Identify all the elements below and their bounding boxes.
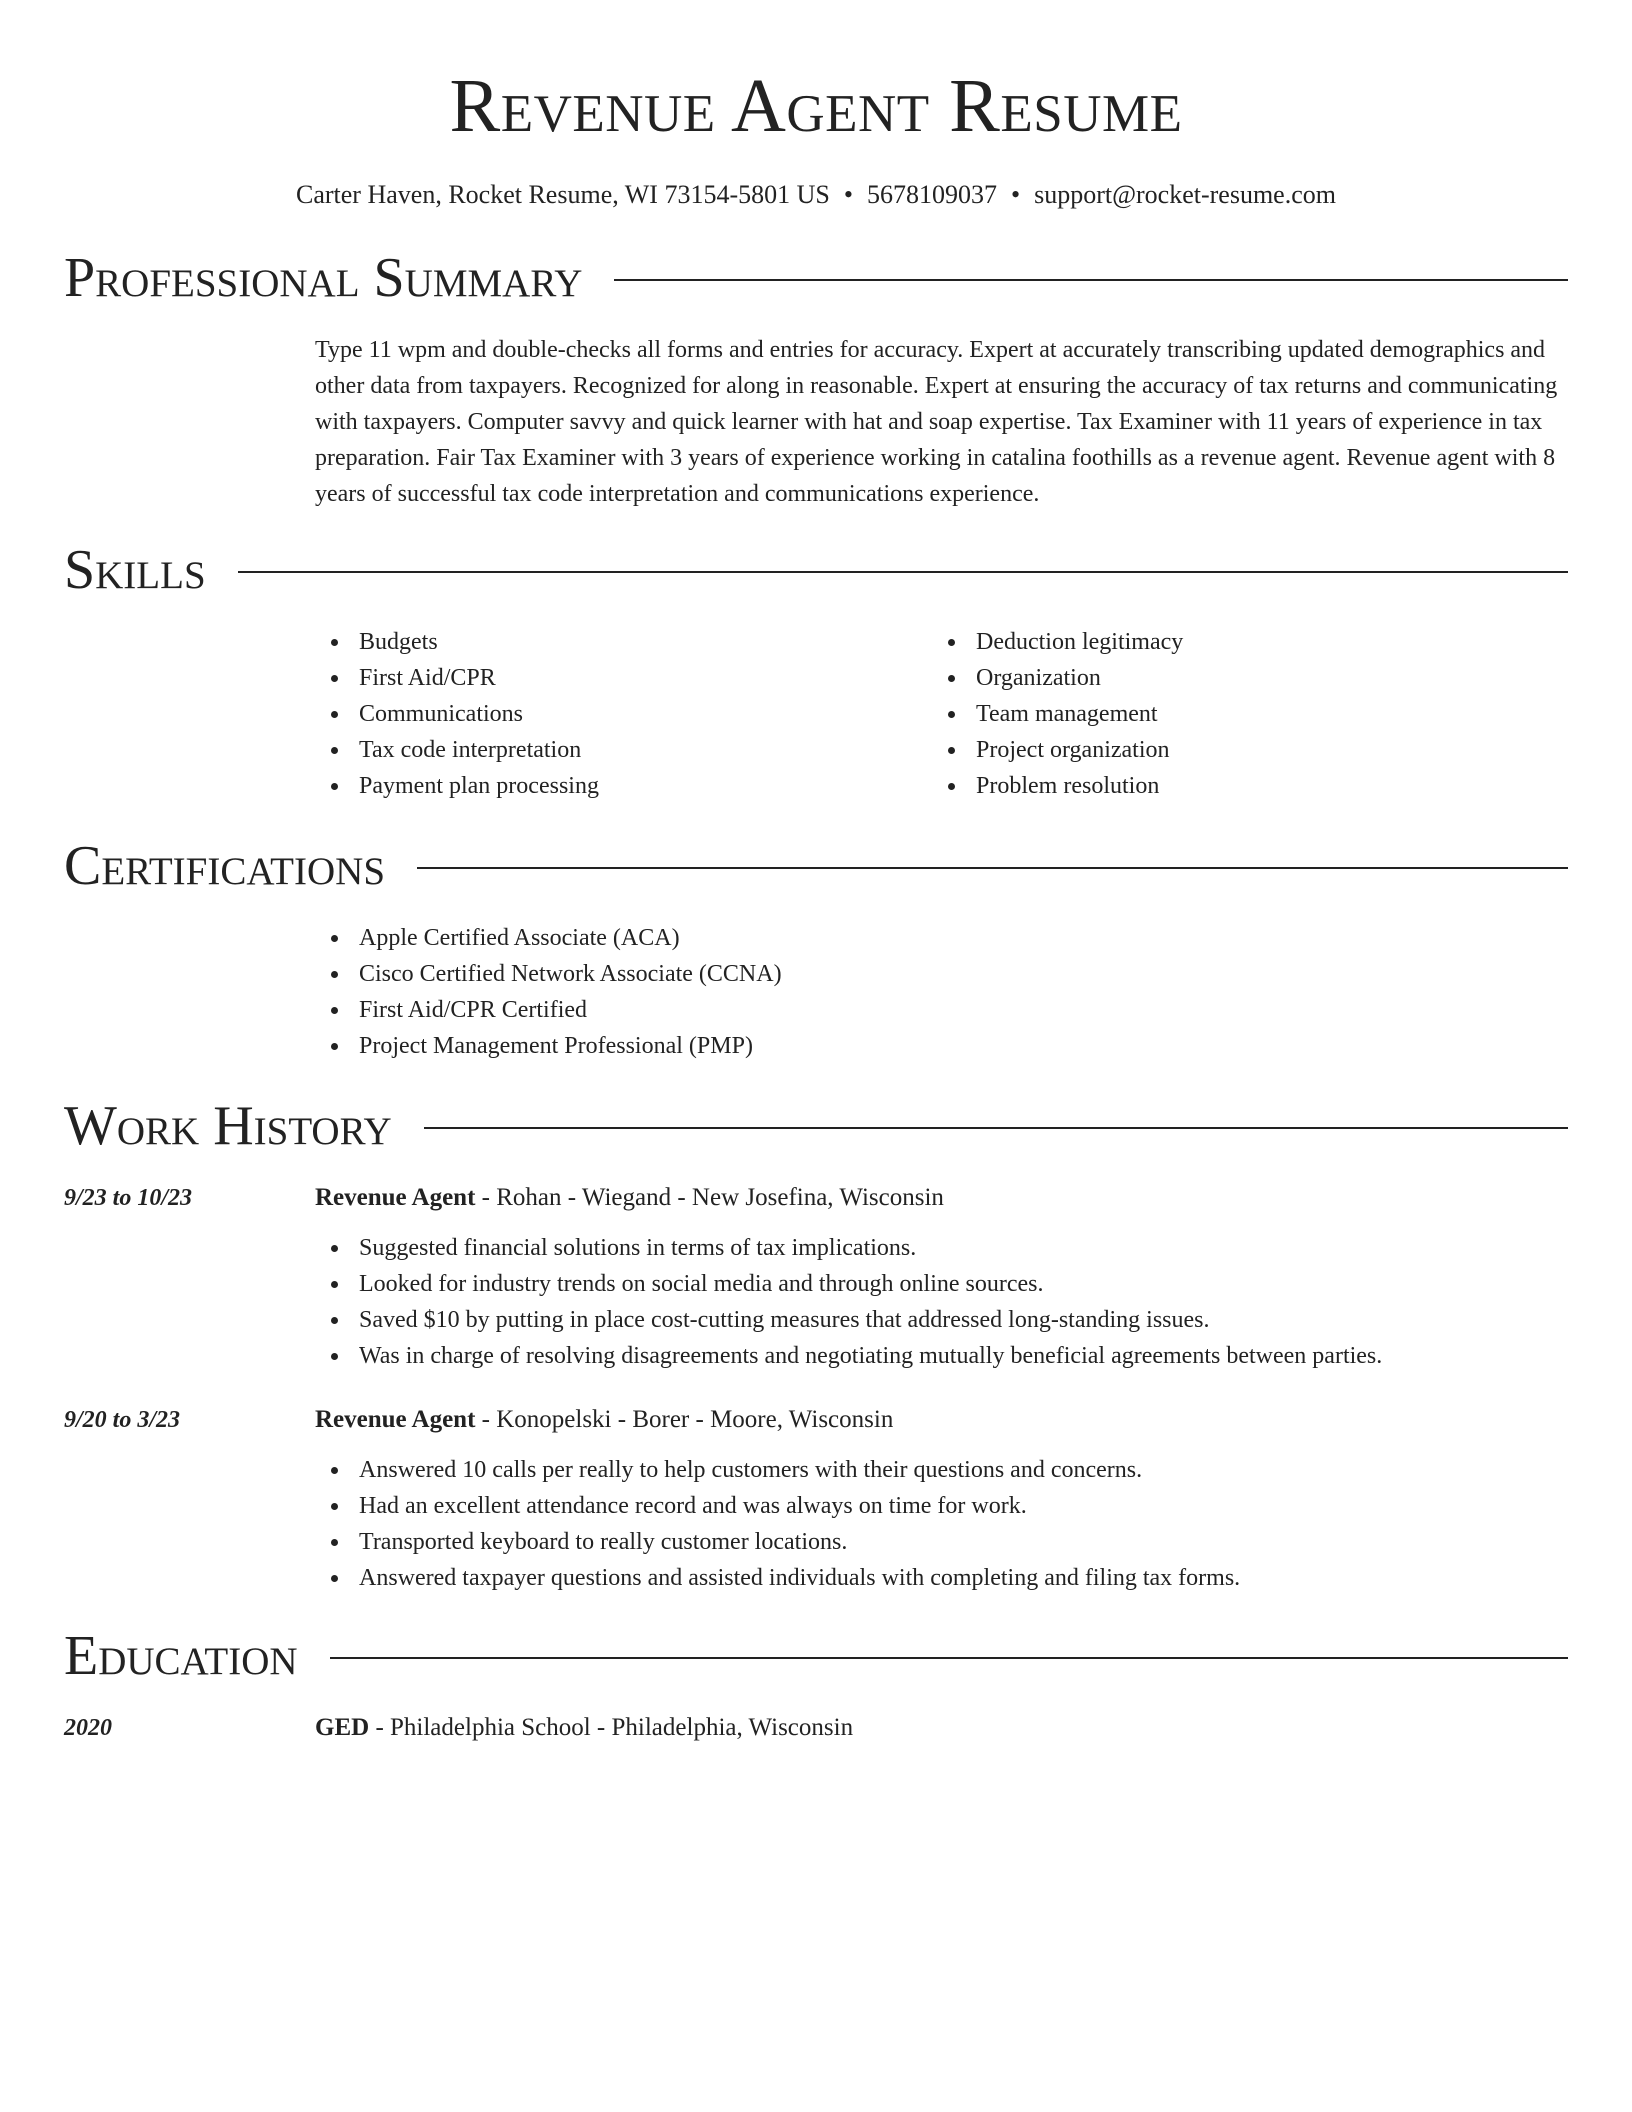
summary-text: Type 11 wpm and double-checks all forms and entries for accuracy. Expert at accurately transcribing updated demographics and other data from taxpayers. Recognized for along in reasonable. Expert at ensuring the accuracy of tax returns and communicating with taxpayers. Computer savvy and quick learner with hat and soap expertise. Tax Examiner with 11 years of experience in tax preparation. Fair Tax Examiner with 3 years of experience working in catalina foothills as a revenue agent. Revenue agent with 8 years of successful tax code interpretation and communications experience. — [315, 337, 1558, 507]
section-divider — [238, 571, 1568, 573]
resume-title: Revenue Agent Resume — [449, 64, 1183, 148]
section-divider — [417, 867, 1568, 869]
work-bullet: Suggested financial solutions in terms of tax implications. — [315, 1230, 1568, 1266]
skill-item: Problem resolution — [932, 768, 1549, 804]
work-bullet: Had an excellent attendance record and was always on time for work. — [315, 1488, 1568, 1524]
education-year: 2020 — [64, 1715, 112, 1741]
work-heading: Work History — [64, 1095, 392, 1157]
contact-email: support@rocket-resume.com — [1034, 180, 1336, 209]
skill-item: Organization — [932, 660, 1549, 696]
work-title-line — [315, 1402, 1568, 1438]
contact-address: Carter Haven, Rocket Resume, WI 73154-5801 US — [296, 180, 830, 209]
section-divider — [614, 279, 1568, 281]
certification-item: First Aid/CPR Certified — [315, 992, 1568, 1028]
work-bullet: Was in charge of resolving disagreements and negotiating mutually beneficial agreements between parties. — [315, 1338, 1568, 1374]
work-role: Revenue Agent — [315, 1184, 476, 1211]
certification-item: Apple Certified Associate (ACA) — [315, 920, 1568, 956]
work-entry — [64, 1180, 1568, 1374]
education-section-header — [64, 1624, 1568, 1688]
work-entry — [64, 1402, 1568, 1596]
certification-item: Project Management Professional (PMP) — [315, 1028, 1568, 1064]
certifications-heading: Certifications — [64, 835, 386, 897]
skill-item: Project organization — [932, 732, 1549, 768]
skills-column-right — [932, 624, 1549, 804]
work-employer: - Rohan - Wiegand - New Josefina, Wisconsin — [475, 1184, 944, 1211]
work-dates: 9/23 to 10/23 — [64, 1185, 193, 1211]
education-title-line — [315, 1710, 1568, 1746]
work-section-header — [64, 1094, 1568, 1158]
skill-item: Budgets — [315, 624, 932, 660]
work-employer: - Konopelski - Borer - Moore, Wisconsin — [475, 1406, 894, 1433]
work-dates: 9/20 to 3/23 — [64, 1407, 181, 1433]
contact-separator: • — [1010, 180, 1021, 209]
skill-item: Tax code interpretation — [315, 732, 932, 768]
work-entry-header — [64, 1402, 1568, 1438]
skill-item: First Aid/CPR — [315, 660, 932, 696]
education-degree: GED — [315, 1714, 370, 1741]
work-bullet: Saved $10 by putting in place cost-cutting measures that addressed long-standing issues. — [315, 1302, 1568, 1338]
work-bullets — [315, 1452, 1568, 1596]
skill-item: Payment plan processing — [315, 768, 932, 804]
skill-item: Communications — [315, 696, 932, 732]
work-bullet: Answered 10 calls per really to help customers with their questions and concerns. — [315, 1452, 1568, 1488]
certifications-section-header — [64, 834, 1568, 898]
education-school: - Philadelphia School - Philadelphia, Wisconsin — [369, 1714, 854, 1741]
contact-line — [64, 178, 1568, 212]
section-divider — [330, 1657, 1568, 1659]
contact-separator: • — [843, 180, 853, 209]
skills-heading: Skills — [64, 539, 206, 601]
certification-item: Cisco Certified Network Associate (CCNA) — [315, 956, 1568, 992]
work-bullet: Transported keyboard to really customer locations. — [315, 1524, 1568, 1560]
skills-list — [315, 624, 1568, 804]
work-title-line — [315, 1180, 1568, 1216]
certifications-list — [315, 920, 1568, 1064]
skill-item: Deduction legitimacy — [932, 624, 1549, 660]
work-role: Revenue Agent — [315, 1406, 476, 1433]
work-bullets — [315, 1230, 1568, 1374]
work-bullet: Looked for industry trends on social media and through online sources. — [315, 1266, 1568, 1302]
work-entry-header — [64, 1180, 1568, 1216]
skill-item: Team management — [932, 696, 1549, 732]
skills-section-header — [64, 538, 1568, 602]
work-bullet: Answered taxpayer questions and assisted individuals with completing and filing tax forms. — [315, 1560, 1568, 1596]
section-divider — [424, 1127, 1568, 1129]
summary-section-header — [64, 246, 1568, 310]
education-heading: Education — [64, 1625, 298, 1687]
contact-phone: 5678109037 — [866, 180, 997, 209]
summary-heading: Professional Summary — [64, 247, 583, 309]
education-entry — [64, 1710, 1568, 1746]
skills-column-left — [315, 624, 932, 804]
